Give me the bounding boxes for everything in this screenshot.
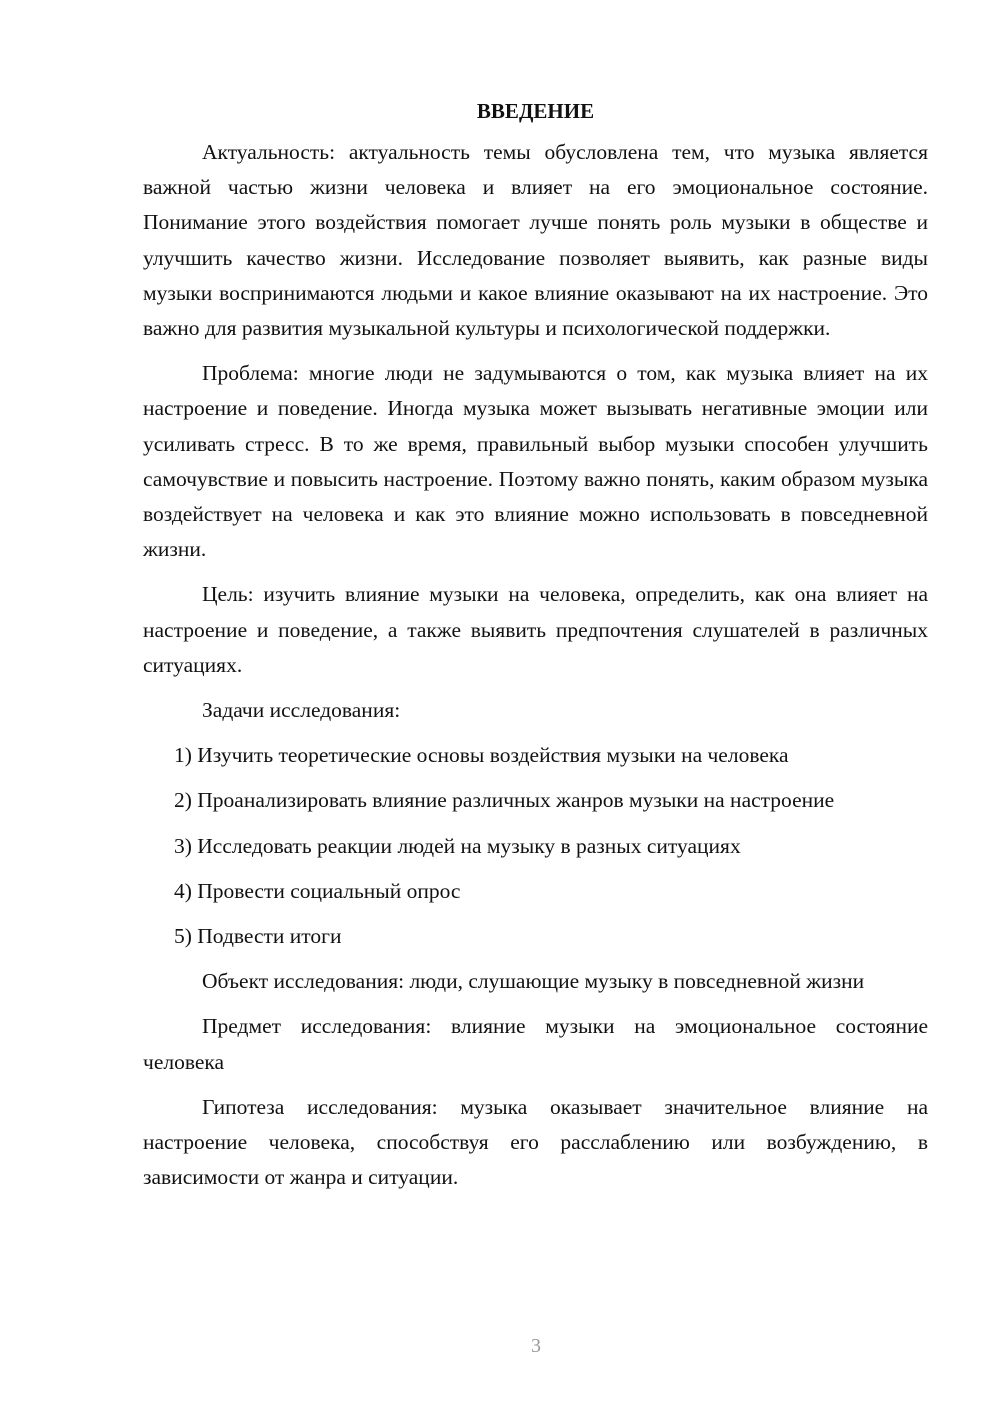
task-item-5: 5) Подвести итоги	[174, 924, 342, 949]
task-item-3: 3) Исследовать реакции людей на музыку в разных ситуациях	[174, 833, 741, 858]
object-paragraph: Объект исследования: люди, слушающие музыку в повседневной жизни	[202, 969, 865, 994]
task-item-2: 2) Проанализировать влияние различных жанров музыки на настроение	[174, 788, 835, 813]
goal-paragraph: Цель: изучить влияние музыки на человека, определить, как она влияет на настроение и поведение, а также выявить предпочтения слушателей в различных ситуациях.	[143, 582, 928, 677]
page-content	[143, 96, 928, 1205]
tasks-heading: Задачи исследования:	[202, 698, 401, 723]
relevance-paragraph: Актуальность: актуальность темы обусловлена тем, что музыка является важной частью жизни человека и влияет на его эмоциональное состояние. Понимание этого воздействия помогает лучше понять роль музыки в обществе и улучшить качество жизни. Исследование позволяет выявить, как разные виды музыки воспринимаются людьми и какое влияние оказывают на их настроение. Это важно для развития музыкальной культуры и психологической поддержки.	[143, 140, 928, 341]
subject-paragraph: Предмет исследования: влияние музыки на эмоциональное состояние человека	[143, 1014, 928, 1074]
task-item-1: 1) Изучить теоретические основы воздействия музыки на человека	[174, 743, 789, 768]
task-item-4: 4) Провести социальный опрос	[174, 878, 461, 903]
problem-paragraph: Проблема: многие люди не задумываются о том, как музыка влияет на их настроение и поведение. Иногда музыка может вызывать негативные эмоции или усиливать стресс. В то же время, правильный выбор музыки способен улучшить самочувствие и повысить настроение. Поэтому важно понять, каким образом музыка воздействует на человека и как это влияние можно использовать в повседневной жизни.	[143, 361, 928, 562]
page-number: 3	[531, 1335, 541, 1357]
page-title: ВВЕДЕНИЕ	[476, 99, 595, 123]
hypothesis-paragraph: Гипотеза исследования: музыка оказывает значительное влияние на настроение человека, способствуя его расслаблению или возбуждению, в зависимости от жанра и ситуации.	[143, 1094, 928, 1190]
